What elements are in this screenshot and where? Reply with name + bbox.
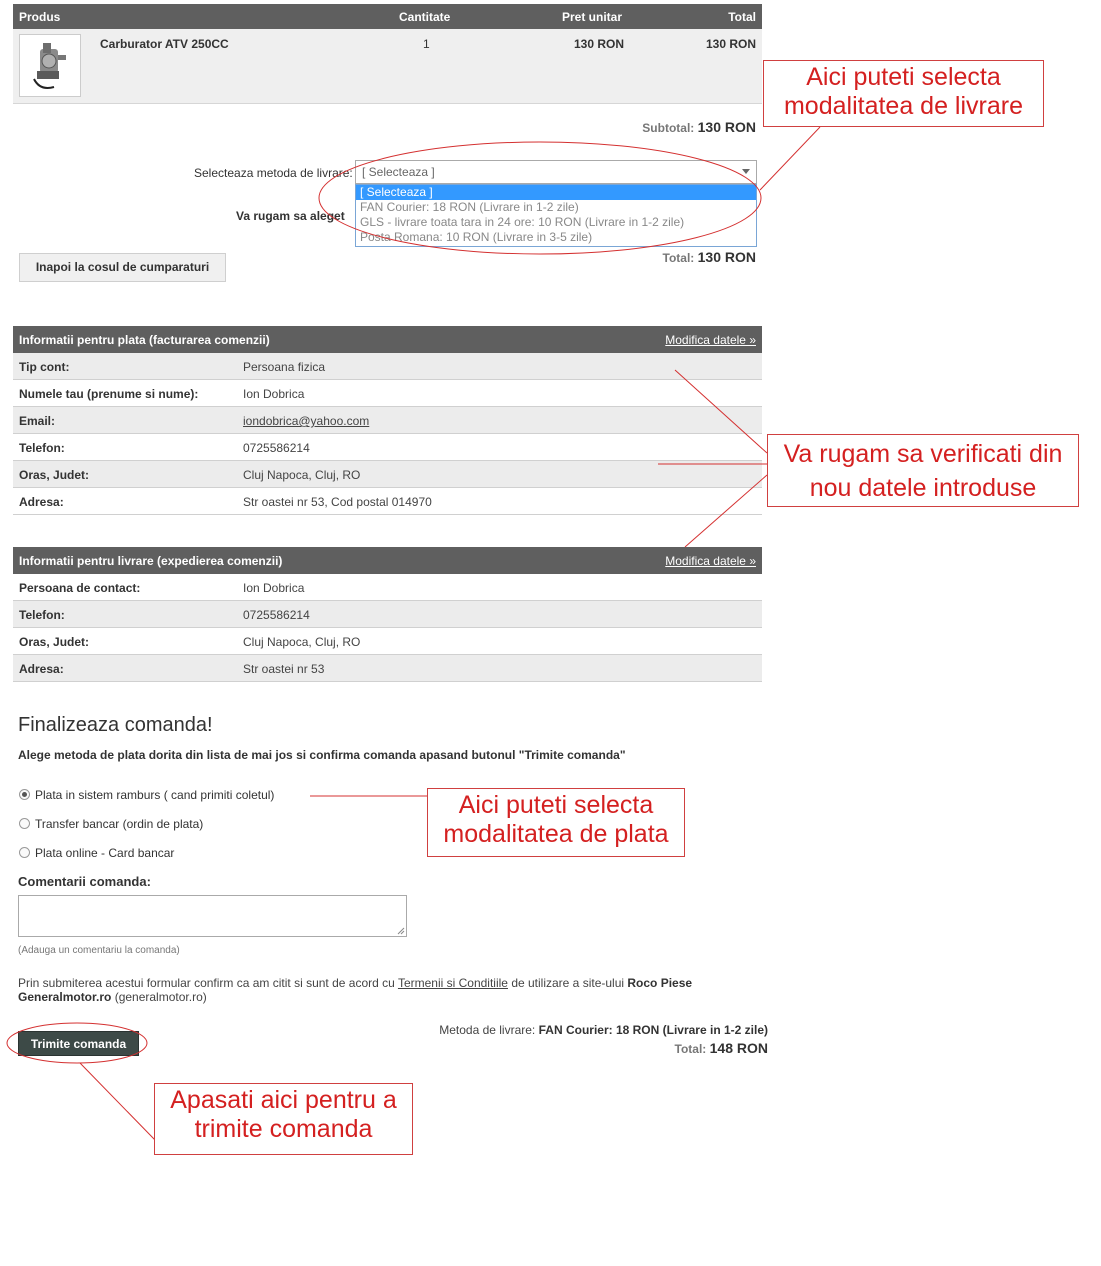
payment-label-cod[interactable]: Plata in sistem ramburs ( cand primiti coletul) [35,788,275,802]
callout-payment-method: Aici puteti selecta modalitatea de plata [427,788,685,857]
delivery-row: Persoana de contact: Ion Dobrica [13,574,762,601]
product-total: 130 RON [705,37,756,51]
shipping-method-select[interactable]: [ Selecteaza ] [355,160,757,184]
cart-item-row [13,29,762,104]
product-quantity: 1 [423,37,430,51]
billing-row: Adresa: Str oastei nr 53, Cod postal 014970 [13,488,762,515]
payment-radio-card[interactable] [19,847,30,858]
payment-radio-cod[interactable] [19,789,30,800]
terms-site: Roco Piese Generalmotor.ro [18,976,693,1004]
comments-hint: (Adauga un comentariu la comanda) [18,945,180,956]
callout-verify-data: Va rugam sa verificati din nou datele introduse [767,434,1079,507]
payment-label-card[interactable]: Plata online - Card bancar [35,846,175,860]
comments-textarea[interactable] [18,895,407,937]
billing-header [13,326,762,353]
shipping-options-list[interactable] [355,184,757,247]
payment-label-transfer[interactable]: Transfer bancar (ordin de plata) [35,817,204,831]
shipping-option[interactable]: GLS - livrare toata tara in 24 ore: 10 RON (Livrare in 1-2 zile) [360,215,685,229]
shipping-option[interactable]: Posta Romana: 10 RON (Livrare in 3-5 zile) [360,230,593,244]
terms-text: Prin submiterea acestui formular confirm ca am citit si sunt de acord cu Termenii si Conditiile de utilizare a site-ului Roco Piese Generalmotor.ro (generalmotor.ro) [18,976,693,1004]
comments-label: Comentarii comanda: [18,874,151,889]
delivery-title: Informatii pentru livrare (expedierea comenzii) [19,554,283,568]
product-thumbnail[interactable] [19,34,81,97]
resize-handle-icon[interactable] [397,927,405,935]
subtotal-value: 130 RON [697,119,756,135]
delivery-method-summary: Metoda de livrare: FAN Courier: 18 RON (Livrare in 1-2 zile) [439,1023,768,1037]
product-unit-price: 130 RON [574,37,625,51]
billing-modify-link[interactable]: Modifica datele » [665,333,756,347]
delivery-modify-link[interactable]: Modifica datele » [665,554,756,568]
chevron-down-icon [742,169,750,174]
payment-radio-transfer[interactable] [19,818,30,829]
callout-submit-order: Apasati aici pentru a trimite comanda [154,1083,413,1155]
billing-row: Oras, Judet: Cluj Napoca, Cluj, RO [13,461,762,488]
col-quantity: Cantitate [399,10,451,24]
delivery-header [13,547,762,574]
submit-order-button[interactable]: Trimite comanda [18,1031,139,1056]
delivery-row: Adresa: Str oastei nr 53 [13,655,762,682]
cart-total: Total: 130 RON [662,249,756,265]
billing-row: Tip cont: Persoana fizica [13,353,762,380]
product-name[interactable]: Carburator ATV 250CC [100,37,229,51]
cart-total-value: 130 RON [697,249,756,265]
terms-link[interactable]: Termenii si Conditiile [397,976,508,990]
pointer-line-shipping [760,127,820,190]
cart-table-header [13,4,762,29]
subtotal: Subtotal: 130 RON [642,119,756,135]
shipping-option[interactable]: FAN Courier: 18 RON (Livrare in 1-2 zile) [360,200,579,214]
col-unit-price: Pret unitar [562,10,623,24]
pointer-line-submit [80,1063,155,1140]
order-total-value: 148 RON [709,1040,768,1056]
finalize-instructions: Alege metoda de plata dorita din lista de mai jos si confirma comanda apasand butonul "Trimite comanda" [18,748,626,762]
email-link[interactable]: iondobrica@yahoo.com [243,414,370,428]
finalize-title: Finalizeaza comanda! [18,714,213,736]
delivery-row: Oras, Judet: Cluj Napoca, Cluj, RO [13,628,762,655]
shipping-warning: Va rugam sa aleget [236,209,345,223]
shipping-option[interactable]: [ Selecteaza ] [356,185,756,200]
callout-delivery-method: Aici puteti selecta modalitatea de livrare [763,60,1044,127]
col-total: Total [728,10,756,24]
delivery-row: Telefon: 0725586214 [13,601,762,628]
order-total: Total: 148 RON [674,1040,768,1056]
back-to-cart-button[interactable]: Inapoi la cosul de cumparaturi [19,253,226,282]
billing-row: Telefon: 0725586214 [13,434,762,461]
billing-title: Informatii pentru plata (facturarea comenzii) [19,333,270,347]
shipping-method-label: Selecteaza metoda de livrare: [194,166,353,180]
billing-row: Numele tau (prenume si nume): Ion Dobrica [13,380,762,407]
billing-row: Email: iondobrica@yahoo.com [13,407,762,434]
col-product: Produs [19,10,61,24]
